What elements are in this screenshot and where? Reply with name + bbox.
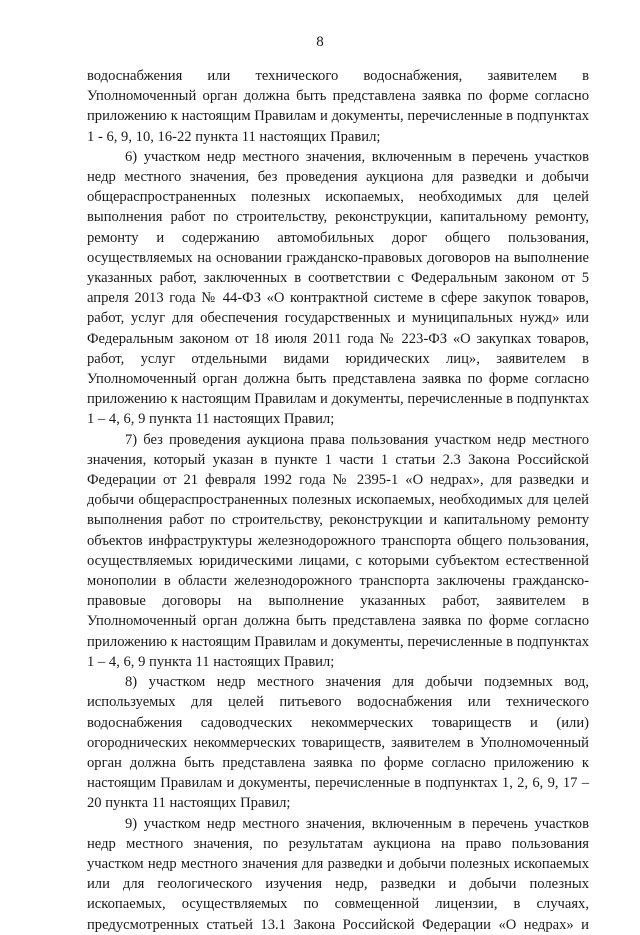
page-number: 8	[316, 34, 324, 50]
paragraph-item-6: 6) участком недр местного значения, включенным в перечень участков недр местного значения, без проведения аукциона для разведки и добычи общераспространенных полезных ископаемых, необходимых для целей выполнения работ по строительству, реконструкции, капитальному ремонту, ремонту и содержанию автомобильных дорог общего пользования, осуществляемых на основании гражданско-правовых договоров на выполнение указанных работ, заключенных в соответствии с Федеральным законом от 5 апреля 2013 года № 44-ФЗ «О контрактной системе в сфере закупок товаров, работ, услуг для обеспечения государственных и муниципальных нужд» или Федеральным законом от 18 июля 2011 года № 223-ФЗ «О закупках товаров, работ, услуг отдельными видами юридических лиц», заявителем в Уполномоченный орган должна быть представлена заявка по форме согласно приложению к настоящим Правилам и документы, перечисленные в подпунктах 1 – 4, 6, 9 пункта 11 настоящих Правил;	[87, 148, 589, 428]
paragraph-item-7: 7) без проведения аукциона права пользования участком недр местного значения, который указан в пункте 1 части 1 статьи 2.3 Закона Российской Федерации от 21 февраля 1992 года № 2395-1 «О недрах», для разведки и добычи общераспространенных полезных ископаемых, необходимых для целей выполнения работ по строительству, реконструкции и капитальному ремонту объектов инфраструктуры железнодорожного транспорта общего пользования, осуществляемых юридическими лицами, с которыми субъектом естественной монополии в области железнодорожного транспорта заключены гражданско-правовые договоры на выполнение указанных работ, заявителем в Уполномоченный орган должна быть представлена заявка по форме согласно приложению к настоящим Правилам и документы, перечисленные в подпунктах 1 – 4, 6, 9 пункта 11 настоящих Правил;	[87, 431, 589, 670]
paragraph-continuation: водоснабжения или технического водоснабжения, заявителем в Уполномоченный орган должна быть представлена заявка по форме согласно приложению к настоящим Правилам и документы, перечисленные в подпунктах 1 - 6, 9, 10, 16-22 пункта 11 настоящих Правил;	[87, 68, 589, 145]
document-body	[87, 66, 589, 935]
paragraph-item-8: 8) участком недр местного значения для добычи подземных вод, используемых для целей питьевого водоснабжения или технического водоснабжения садоводческих некоммерческих товариществ и (или) огороднических некоммерческих товариществ, заявителем в Уполномоченный орган должна быть представлена заявка по форме согласно приложению к настоящим Правилам и документы, перечисленные в подпунктах 1, 2, 6, 9, 17 – 20 пункта 11 настоящих Правил;	[87, 674, 589, 812]
paragraph-item-9: 9) участком недр местного значения, включенным в перечень участков недр местного значения, по результатам аукциона на право пользования участком недр местного значения для разведки и добычи полезных ископаемых или для геологического изучения недр, разведки и добычи полезных ископаемых, осуществляемых по совмещенной лицензии, в случаях, предусмотренных статьей 13.1 Закона Российской Федерации «О недрах» и	[87, 815, 589, 933]
